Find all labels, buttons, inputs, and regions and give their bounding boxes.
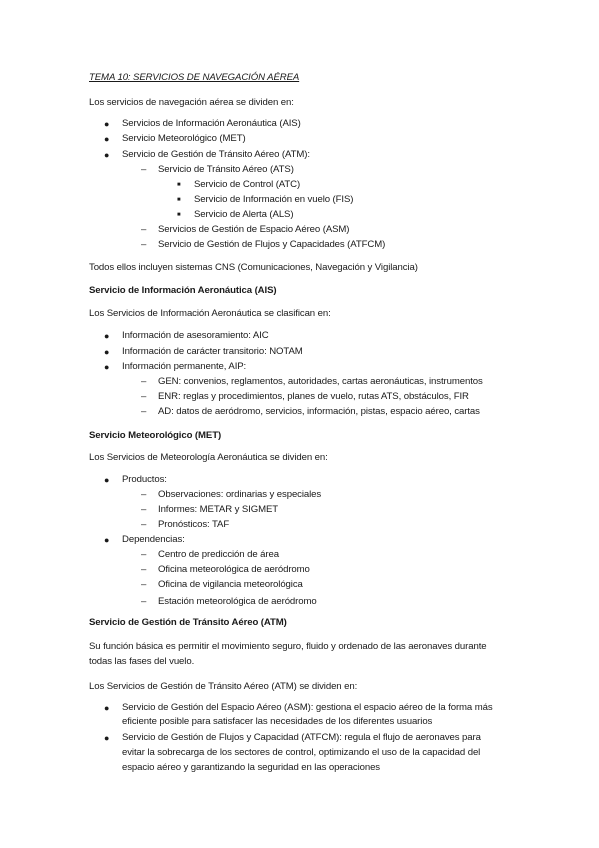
bullet-icon: ● xyxy=(104,331,110,341)
list-item: Servicio de Gestión del Espacio Aéreo (ASM): gestiona el espacio aéreo de la forma más xyxy=(122,702,493,713)
list-item: Productos: xyxy=(122,474,167,485)
list-item: Centro de predicción de área xyxy=(158,549,279,560)
list-item: Servicio de Tránsito Aéreo (ATS) xyxy=(158,164,294,175)
list-item: Oficina de vigilancia meteorológica xyxy=(158,579,303,590)
list-item: Servicio de Gestión de Tránsito Aéreo (ATM): xyxy=(122,149,310,160)
list-item: Servicio Meteorológico (MET) xyxy=(122,133,246,144)
section-intro: Los Servicios de Información Aeronáutica se clasifican en: xyxy=(89,308,331,319)
list-item: Informes: METAR y SIGMET xyxy=(158,504,279,515)
list-item-continuation: espacio aéreo y garantizando la seguridad en las operaciones xyxy=(122,762,381,773)
bullet-icon: ● xyxy=(104,703,110,713)
bullet-icon: ● xyxy=(104,150,110,160)
list-item: Servicio de Control (ATC) xyxy=(194,179,301,190)
section-heading-atm: Servicio de Gestión de Tránsito Aéreo (ATM) xyxy=(89,617,287,628)
dash-icon: – xyxy=(141,224,147,235)
section-heading-ais: Servicio de Información Aeronáutica (AIS) xyxy=(89,285,277,296)
list-item: Servicio de Gestión de Flujos y Capacidad (ATFCM): regula el flujo de aeronaves para xyxy=(122,732,481,743)
list-item: Información de asesoramiento: AIC xyxy=(122,330,269,341)
dash-icon: – xyxy=(141,549,147,560)
list-item: Servicio de Gestión de Flujos y Capacidades (ATFCM) xyxy=(158,239,386,250)
list-item-continuation: eficiente posible para satisfacer las necesidades de los diferentes usuarios xyxy=(122,716,433,727)
section-intro: Los Servicios de Meteorología Aeronáutica se dividen en: xyxy=(89,452,328,463)
bullet-icon: ● xyxy=(104,134,110,144)
dash-icon: – xyxy=(141,596,147,607)
list-item: Servicio de Información en vuelo (FIS) xyxy=(194,194,354,205)
dash-icon: – xyxy=(141,164,147,175)
page-title: TEMA 10: SERVICIOS DE NAVEGACIÓN AÉREA xyxy=(89,72,300,83)
bullet-icon: ● xyxy=(104,119,110,129)
list-item: Servicios de Información Aeronáutica (AIS) xyxy=(122,118,301,129)
bullet-icon: ● xyxy=(104,733,110,743)
square-bullet-icon: ■ xyxy=(177,212,181,218)
intro-text: Los servicios de navegación aérea se dividen en: xyxy=(89,97,294,108)
dash-icon: – xyxy=(141,504,147,515)
bullet-icon: ● xyxy=(104,362,110,372)
list-item: Servicio de Alerta (ALS) xyxy=(194,209,294,220)
bullet-icon: ● xyxy=(104,475,110,485)
section-heading-met: Servicio Meteorológico (MET) xyxy=(89,430,222,441)
list-item: ENR: reglas y procedimientos, planes de vuelo, rutas ATS, obstáculos, FIR xyxy=(158,391,469,402)
list-item: Oficina meteorológica de aeródromo xyxy=(158,564,310,575)
dash-icon: – xyxy=(141,564,147,575)
list-item: Dependencias: xyxy=(122,534,185,545)
paragraph-line: todas las fases del vuelo. xyxy=(89,656,195,667)
list-item: Estación meteorológica de aeródromo xyxy=(158,596,317,607)
list-item: Información permanente, AIP: xyxy=(122,361,247,372)
square-bullet-icon: ■ xyxy=(177,182,181,188)
list-item: Información de carácter transitorio: NOTAM xyxy=(122,346,303,357)
bullet-icon: ● xyxy=(104,347,110,357)
dash-icon: – xyxy=(141,376,147,387)
dash-icon: – xyxy=(141,579,147,590)
dash-icon: – xyxy=(141,239,147,250)
paragraph-line: Su función básica es permitir el movimiento seguro, fluido y ordenado de las aeronaves durante xyxy=(89,641,487,652)
bullet-icon: ● xyxy=(104,535,110,545)
dash-icon: – xyxy=(141,391,147,402)
dash-icon: – xyxy=(141,406,147,417)
square-bullet-icon: ■ xyxy=(177,197,181,203)
list-item: GEN: convenios, reglamentos, autoridades, cartas aeronáuticas, instrumentos xyxy=(158,376,483,387)
list-item: Observaciones: ordinarias y especiales xyxy=(158,489,322,500)
dash-icon: – xyxy=(141,519,147,530)
list-item: AD: datos de aeródromo, servicios, información, pistas, espacio aéreo, cartas xyxy=(158,406,480,417)
list-item-continuation: evitar la sobrecarga de los sectores de control, optimizando el uso de la capacidad del xyxy=(122,747,481,758)
cns-text: Todos ellos incluyen sistemas CNS (Comunicaciones, Navegación y Vigilancia) xyxy=(89,262,418,273)
section-intro: Los Servicios de Gestión de Tránsito Aéreo (ATM) se dividen en: xyxy=(89,681,358,692)
list-item: Servicios de Gestión de Espacio Aéreo (ASM) xyxy=(158,224,350,235)
dash-icon: – xyxy=(141,489,147,500)
list-item: Pronósticos: TAF xyxy=(158,519,230,530)
